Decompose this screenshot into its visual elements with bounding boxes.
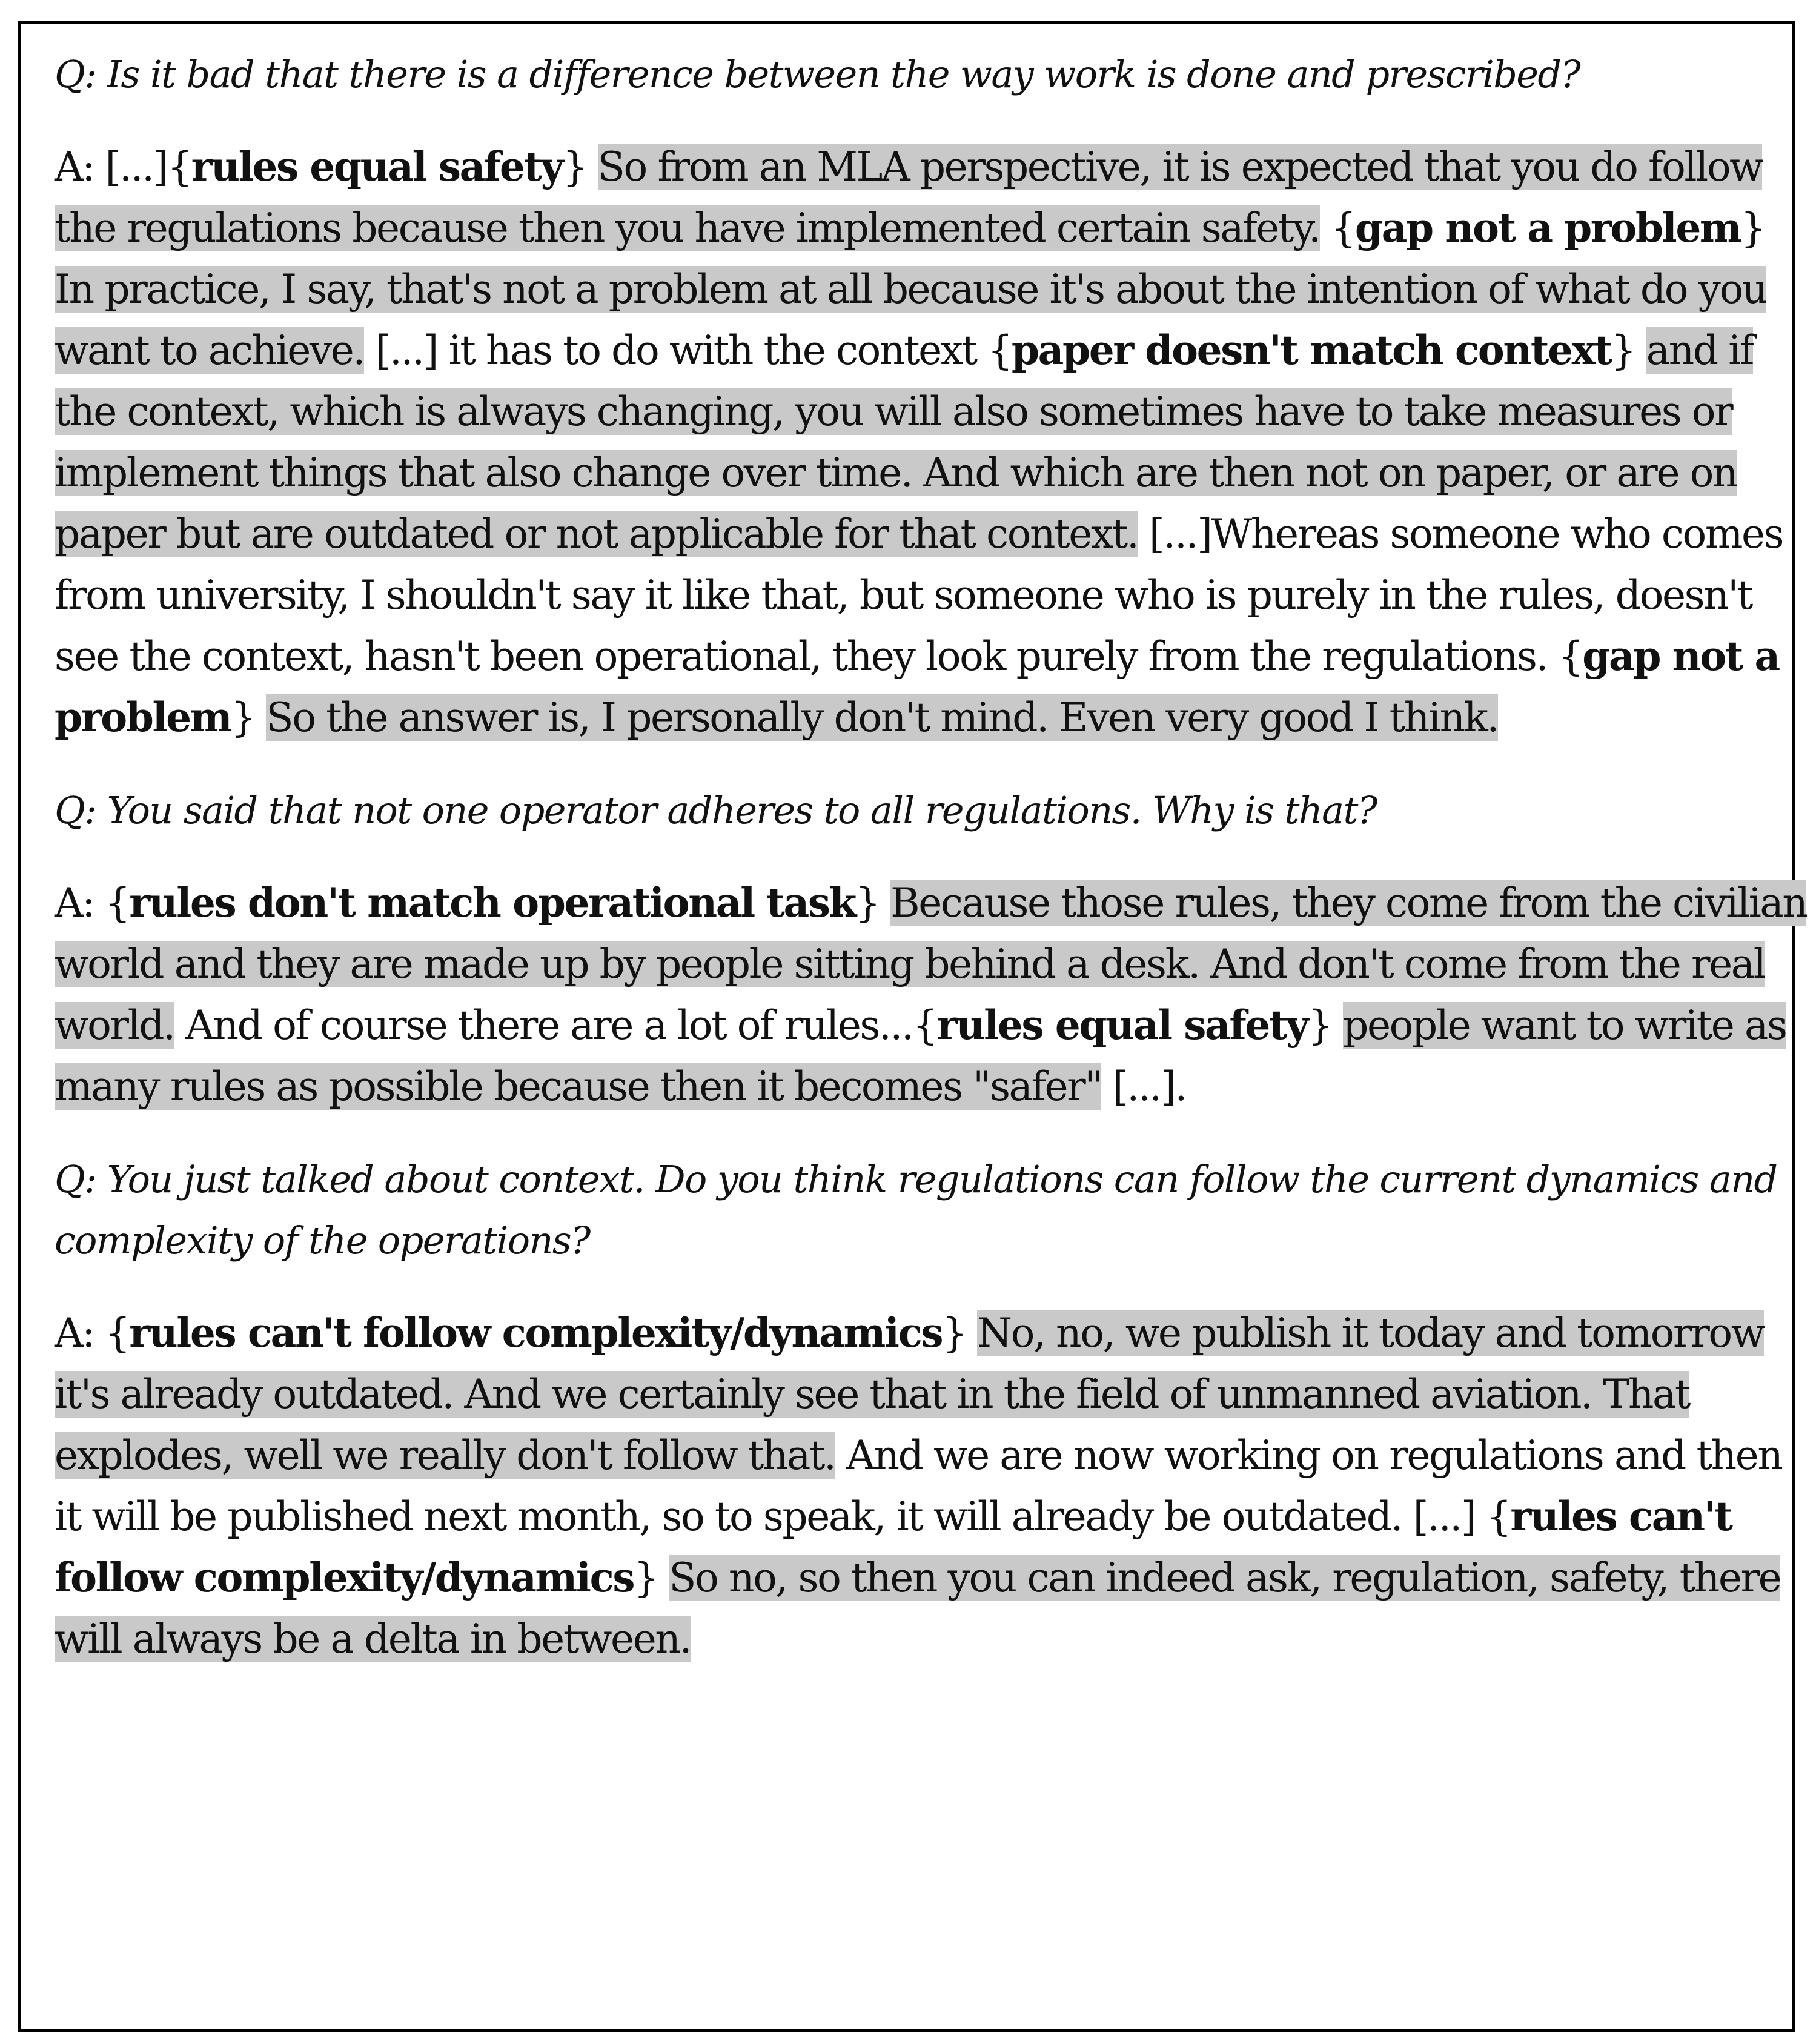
code-label: paper doesn't match context [1011,327,1611,374]
code-label: rules can't follow complexity/dynamics [55,1493,1732,1601]
transcript-text: } [634,1555,669,1601]
highlighted-quote: No, no, we publish it today and tomorrow it's already outdated. And we certainly see that in the field of unmanned aviation. That explodes, well we really don't follow that. [55,1310,1764,1479]
question-paragraph [55,780,1808,841]
transcript-text: } [1308,1002,1344,1049]
transcript-text: } [562,144,598,190]
code-label: rules don't match operational task [129,879,855,926]
answer-paragraph [55,1302,1808,1670]
transcript-text: A: [...]{ [55,144,191,190]
transcript-text: A: { [55,880,130,926]
transcript-text: } [855,880,891,926]
highlighted-quote: In practice, I say, that's not a problem at all because it's about the intention of what do you want to achieve. [55,266,1767,374]
question-paragraph [55,1149,1808,1271]
code-label: rules equal safety [191,143,563,190]
transcript-text: Q: Is it bad that there is a difference between the way work is done and prescribed? [55,52,1580,96]
code-label: gap not a problem [1354,204,1741,251]
transcript-text: Q: You said that not one operator adheres to all regulations. Why is that? [55,788,1377,832]
highlighted-quote: Because those rules, they come from the civilian world and they are made up by people sitting behind a desk. And don't come from the real world. [55,880,1807,1049]
interview-excerpt-frame [18,21,1807,2032]
transcript-text: { [1319,205,1355,251]
highlighted-quote: So from an MLA perspective, it is expected that you do follow the regulations because then you have implemented certain safety. [55,144,1763,251]
highlighted-quote: So the answer is, I personally don't mind. Even very good I think. [266,694,1498,741]
transcript-text: A: { [55,1310,130,1356]
transcript-text: [...] it has to do with the context { [364,327,1012,374]
code-label: gap not a problem [55,632,1779,741]
code-label: rules equal safety [936,1001,1308,1049]
code-label: rules can't follow complexity/dynamics [129,1309,943,1356]
transcript-text: [...]. [1101,1063,1186,1110]
answer-paragraph [55,136,1808,748]
transcript-text: And of course there are a lot of rules...{ [174,1002,937,1049]
transcript-text: And we are now working on regulations and then it will be published next month, so to speak, it will already be outdated. [...] { [55,1432,1782,1540]
highlighted-quote: and if the context, which is always changing, you will also sometimes have to take measures or implement things that also change over time. And which are then not on paper, or are on paper but are outdated or not applicable for that context. [55,327,1754,557]
interview-transcript [55,44,1808,1701]
transcript-text: [...]Whereas someone who comes from university, I shouldn't say it like that, but someone who is purely in the rules, doesn't see the context, hasn't been operational, they look purely from the regulations. { [55,511,1783,680]
transcript-text: Q: You just talked about context. Do you think regulations can follow the current dynamics and complexity of the operations? [55,1157,1777,1263]
transcript-text: } [1611,327,1646,374]
transcript-text: } [1740,205,1765,251]
highlighted-quote: So no, so then you can indeed ask, regulation, safety, there will always be a delta in between. [55,1555,1781,1662]
highlighted-quote: people want to write as many rules as possible because then it becomes "safer" [55,1002,1786,1110]
transcript-text: } [231,694,267,741]
transcript-text: } [942,1310,978,1356]
question-paragraph [55,44,1808,105]
answer-paragraph [55,872,1808,1117]
